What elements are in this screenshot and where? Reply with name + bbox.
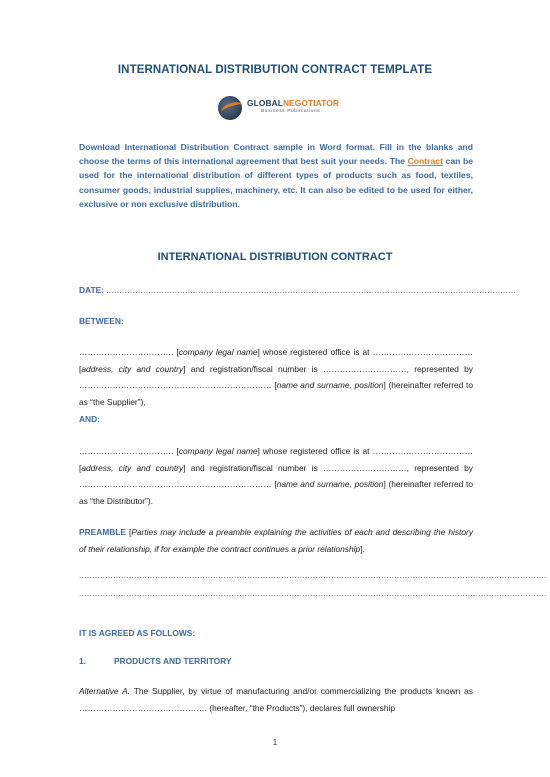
preamble-label: PREAMBLE [79, 527, 126, 537]
logo-word-global: GLOBAL [247, 98, 283, 108]
document-title: INTERNATIONAL DISTRIBUTION CONTRACT TEMPLATE [117, 64, 433, 76]
distributor-address-hint: address, city and country [81, 462, 184, 473]
distributor-name-hint: company legal name [178, 446, 258, 456]
section-1-heading [79, 656, 231, 666]
alternative-a-text-1: The Supplier, by virtue of manufacturing and/or commercializing the products known as [130, 686, 473, 696]
date-label: DATE: [79, 285, 104, 295]
supplier-text-3: , represented by [406, 363, 473, 374]
preamble-blank-line-2: .................................................................................................................................................................................. [79, 588, 547, 598]
alternative-a-label: Alternative A. [79, 686, 131, 696]
logo-subtitle: Business Publications [261, 109, 321, 114]
agreed-label: IT IS AGREED AS FOLLOWS: [79, 628, 196, 638]
supplier-blank-1: ……………………………. [79, 347, 174, 357]
supplier-text-2: and registration/fiscal number is [185, 363, 323, 374]
supplier-text-1: whose registered office is at [259, 347, 373, 357]
logo-wordmark [247, 98, 339, 108]
page-number: 1 [272, 737, 278, 747]
alternative-a-text-2: (hereafter, “the Products”), declares full ownership [206, 702, 396, 713]
supplier-text-4: (hereinafter referred to as “the Supplier”), [79, 380, 474, 408]
supplier-address-hint: address, city and country [81, 363, 184, 374]
distributor-blank-4: …………………………………………………………… [79, 479, 272, 490]
distributor-blank-1: ……………………………. [79, 446, 174, 456]
supplier-paragraph: ……………………………. [company legal name] whose registered office is at ……………………………… [address, city and country] and registration/fiscal number is …………………………, represented by …………………………………………………………… [name and surname, position] (hereinafter referred to as “the Supplier”), [79, 347, 474, 408]
contract-link[interactable]: Contract [407, 156, 443, 167]
distributor-paragraph: ……………………………. [company legal name] whose registered office is at ……………………………… [address, city and country] and registration/fiscal number is …………………………, represented by …………………………………………………………… [name and surname, position] (hereinafter referred to as “the Distributor”). [79, 446, 474, 507]
distributor-text-1: whose registered office is at [259, 446, 373, 456]
and-label: AND: [79, 414, 100, 424]
distributor-text-2: and registration/fiscal number is [185, 462, 323, 473]
intro-text-2: can be used for the international distribution of different types of products such as food, textiles, consumer goods, industrial supplies, machinery, etc. It can also be edited to be used for either, exclusive or non exclusive distribution. [79, 156, 473, 209]
date-blank: ............................................................................................................................................................ [106, 285, 517, 295]
logo-word-negotiator: NEGOTIATOR [282, 98, 340, 108]
intro-paragraph [79, 140, 473, 211]
distributor-rep-hint: name and surname, position [276, 479, 384, 490]
section-1-title: PRODUCTS AND TERRITORY [114, 656, 232, 666]
globalnegotiator-logo [218, 94, 338, 124]
supplier-name-hint: company legal name [178, 347, 258, 357]
distributor-text-4: (hereinafter referred to as “the Distributor”). [79, 479, 474, 507]
alternative-a-paragraph [79, 683, 473, 716]
supplier-blank-4: …………………………………………………………… [79, 380, 272, 391]
supplier-blank-2: ……………………………… [372, 347, 473, 357]
between-label: BETWEEN: [79, 316, 124, 326]
intro-text-1: Download International Distribution Contract sample in Word format. Fill in the blanks and choose the terms of this international agreement that best suit your needs. The [79, 142, 473, 167]
date-line [79, 285, 516, 295]
supplier-rep-hint: name and surname, position [276, 380, 384, 391]
supplier-blank-3: ………………………… [322, 363, 407, 374]
preamble-paragraph: PREAMBLE [Parties may include a preamble explaining the activities of each and describing the history of their relationship, if for example the contract continues a prior relationship]. [79, 527, 474, 554]
section-1-number: 1. [79, 656, 86, 666]
distributor-blank-2: ……………………………… [372, 446, 473, 456]
alternative-a-blank: ………………………………………. [79, 702, 207, 713]
distributor-blank-3: ………………………… [322, 462, 407, 473]
contract-heading: INTERNATIONAL DISTRIBUTION CONTRACT [157, 251, 393, 263]
preamble-hint: Parties may include a preamble explaining the activities of each and describing the history of their relationship, if for example the contract continues a prior relationship [79, 527, 474, 554]
preamble-blank-line-1: .................................................................................................................................................................................. [79, 570, 547, 580]
distributor-text-3: , represented by [406, 462, 473, 473]
